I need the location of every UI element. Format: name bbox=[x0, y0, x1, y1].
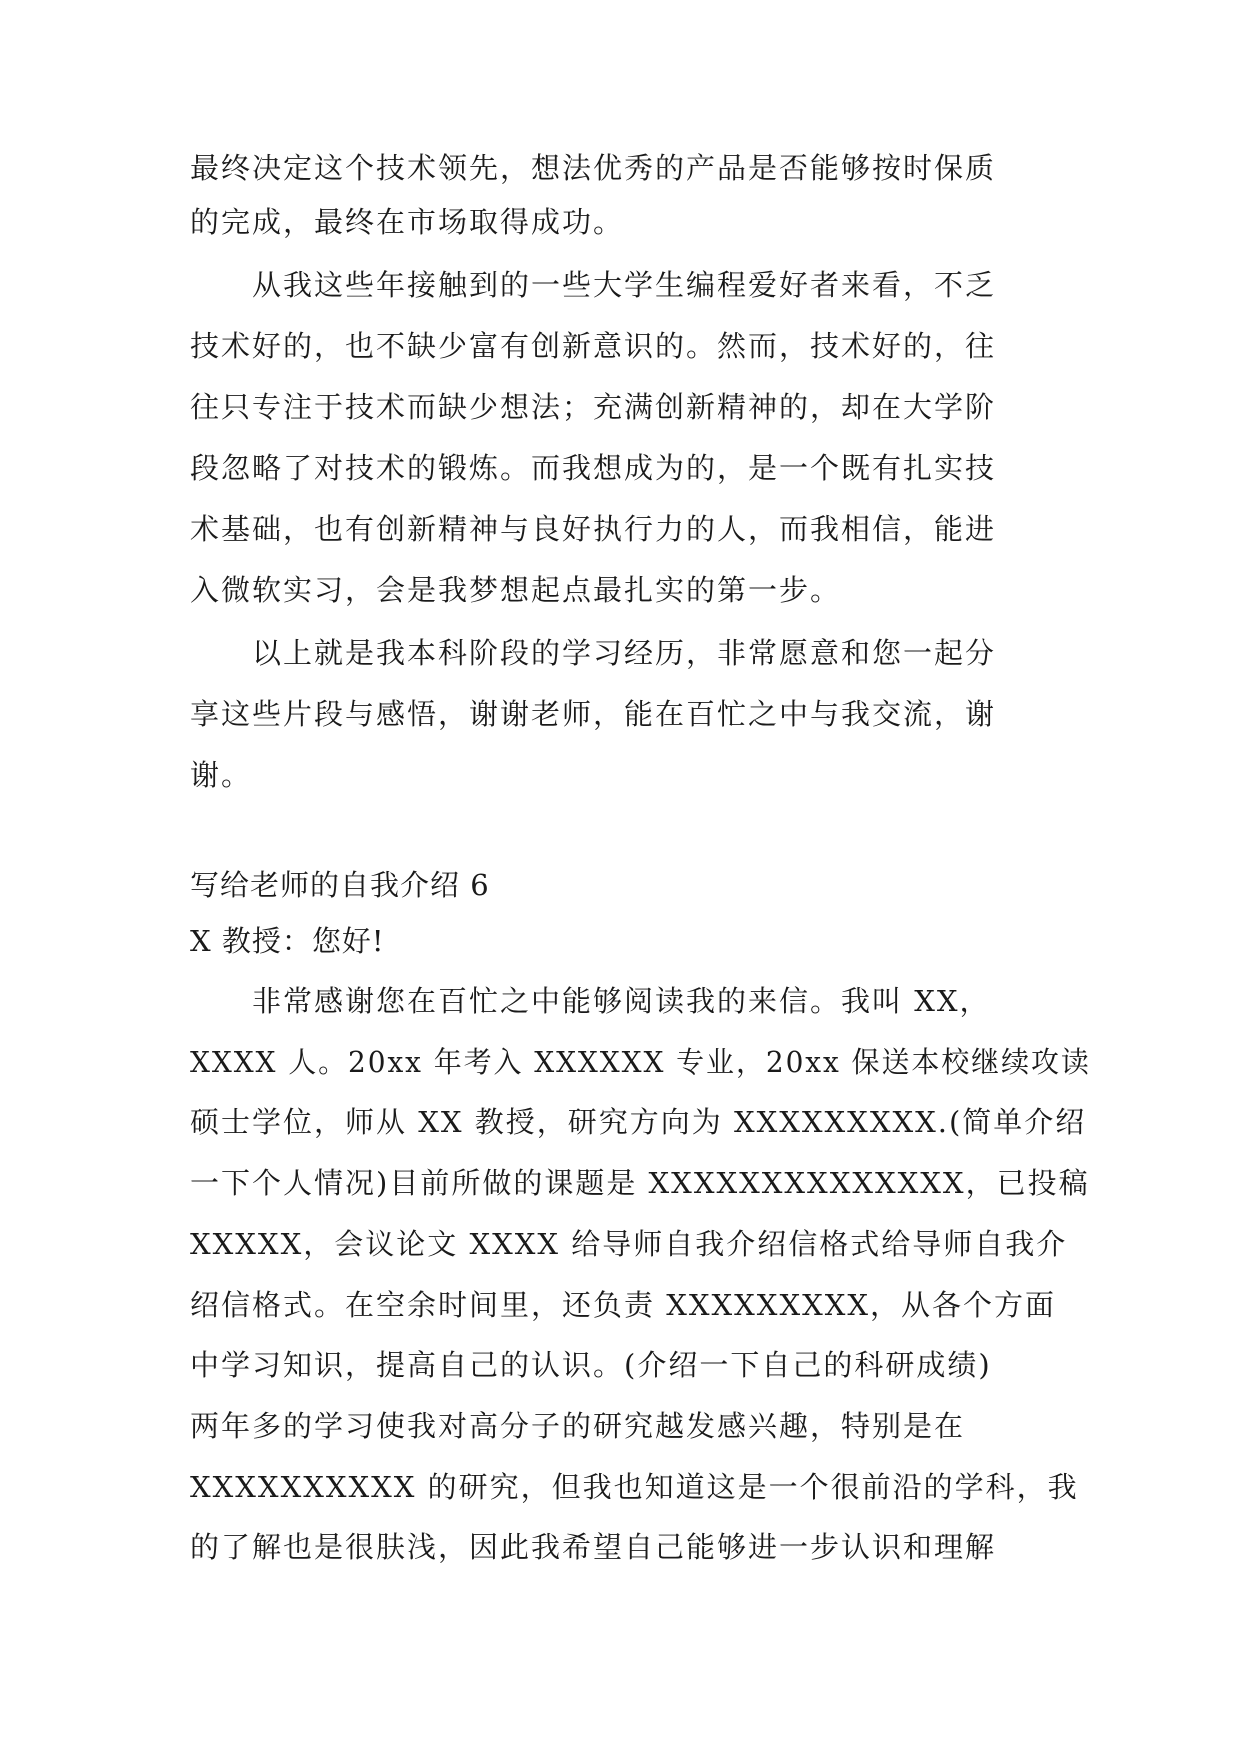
text-line: 最终决定这个技术领先，想法优秀的产品是否能够按时保质 bbox=[190, 151, 997, 185]
text-line: 的了解也是很肤浅，因此我希望自己能够进一步认识和理解 bbox=[190, 1530, 997, 1564]
text-line: 绍信格式。在空余时间里，还负责 XXXXXXXXX，从各个方面 bbox=[190, 1288, 1057, 1322]
text-line: 谢。 bbox=[190, 758, 253, 792]
text-line: 的完成，最终在市场取得成功。 bbox=[190, 205, 625, 239]
text-line: 以上就是我本科阶段的学习经历，非常愿意和您一起分 bbox=[190, 636, 997, 670]
text-line: 术基础，也有创新精神与良好执行力的人，而我相信，能进 bbox=[190, 512, 997, 546]
section-title: 写给老师的自我介绍 6 bbox=[190, 868, 490, 902]
text-line: 中学习知识，提高自己的认识。(介绍一下自己的科研成绩) bbox=[190, 1348, 992, 1382]
text-line: 享这些片段与感悟，谢谢老师，能在百忙之中与我交流，谢 bbox=[190, 697, 997, 731]
text-line: XXXXX，会议论文 XXXX 给导师自我介绍信格式给导师自我介 bbox=[190, 1227, 1068, 1261]
text-line: 技术好的，也不缺少富有创新意识的。然而，技术好的，往 bbox=[190, 329, 997, 363]
text-line: 一下个人情况)目前所做的课题是 XXXXXXXXXXXXXX，已投稿 bbox=[190, 1166, 1090, 1200]
text-line: 往只专注于技术而缺少想法；充满创新精神的，却在大学阶 bbox=[190, 390, 997, 424]
text-line: 入微软实习，会是我梦想起点最扎实的第一步。 bbox=[190, 573, 842, 607]
text-line: 从我这些年接触到的一些大学生编程爱好者来看，不乏 bbox=[190, 268, 997, 302]
text-line: 两年多的学习使我对高分子的研究越发感兴趣，特别是在 bbox=[190, 1409, 966, 1443]
text-line: 非常感谢您在百忙之中能够阅读我的来信。我叫 XX， bbox=[190, 984, 991, 1018]
text-line: 硕士学位，师从 XX 教授，研究方向为 XXXXXXXXX.(简单介绍 bbox=[190, 1105, 1087, 1139]
text-line: XXXXXXXXXX 的研究，但我也知道这是一个很前沿的学科，我 bbox=[190, 1470, 1079, 1504]
text-line: 段忽略了对技术的锻炼。而我想成为的，是一个既有扎实技 bbox=[190, 451, 997, 485]
salutation: X 教授：您好! bbox=[190, 924, 385, 958]
text-line: XXXX 人。20xx 年考入 XXXXXX 专业，20xx 保送本校继续攻读 bbox=[190, 1045, 1091, 1079]
